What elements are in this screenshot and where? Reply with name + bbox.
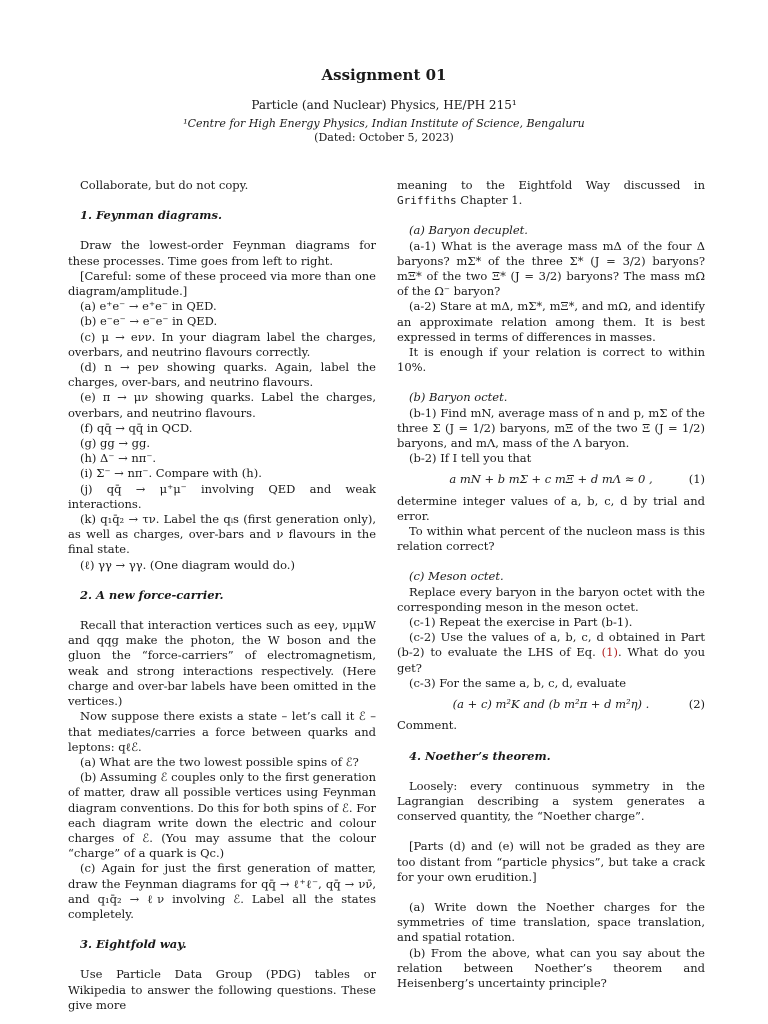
s1-item-j: (j) qq̄ → μ⁺μ⁻ involving QED and weak interactions. — [68, 481, 376, 511]
comment-text: Comment. — [397, 718, 458, 733]
page-title: Assignment 01 — [321, 66, 447, 84]
s1-item-h: (h) Δ⁻ → nπ⁻. — [80, 451, 157, 466]
course-subtitle: Particle (and Nuclear) Physics, HE/PH 215¹ — [251, 98, 517, 112]
q-b1: (b-1) Find mN, average mass of n and p, mΣ of the three Σ (J = 1/2) baryons, mΞ of the two Ξ (J = 1/2) baryons, and mΛ, mass of the Λ baryon. — [397, 405, 705, 451]
equation-2-number: (2) — [688, 697, 705, 712]
equation-1-link[interactable]: (1) — [601, 645, 618, 660]
s1-item-b: (b) e⁻e⁻ → e⁻e⁻ in QED. — [80, 314, 218, 329]
section-2-paragraph-1: Recall that interaction vertices such as eeγ, νμμW and qqg make the photon, the W boson and the gluon the “force-carriers” of electromagnetism, weak and strong interactions respectively. (Here charge and over-bar labels have been omitted in the vertices.) — [68, 618, 376, 709]
s1-item-k: (k) q₁q̄₂ → τν. Label the qᵢs (first generation only), as well as charges, over-bars and ν flavours in the final state. — [68, 512, 376, 557]
section-1-careful: [Careful: some of these proceed via more than one diagram/amplitude.] — [68, 268, 376, 299]
meson-octet-heading: (c) Meson octet. — [409, 569, 504, 584]
s1-item-l: (ℓ) γγ → γγ. (One diagram would do.) — [80, 557, 295, 572]
s2-item-c: (c) Again for just the first generation of matter, draw the Feynman diagrams for qq̄ → ℓ⁺ℓ⁻, qq̄ → νν̄, and q₁q̄₂ → ℓν involving ℰ. Label all the states completely. — [68, 861, 376, 921]
baryon-decuplet-heading: (a) Baryon decuplet. — [409, 223, 528, 238]
section-2-heading: 2. A new force-carrier. — [80, 587, 224, 602]
section-4-paragraph-2: [Parts (d) and (e) will not be graded as they are too distant from “particle physics”, but take a crack for your own erudition.] — [397, 839, 705, 884]
q-c3: (c-3) For the same a, b, c, d, evaluate — [409, 675, 627, 690]
section-3-paragraph: Use Particle Data Group (PDG) tables or Wikipedia to answer the following questions. These give more — [68, 967, 376, 1012]
s1-item-a: (a) e⁺e⁻ → e⁺e⁻ in QED. — [80, 299, 217, 314]
s1-item-c: (c) μ → eνν. In your diagram label the charges, overbars, and neutrino flavours correctly. — [68, 329, 376, 359]
affiliation: ¹Centre for High Energy Physics, Indian Institute of Science, Bengaluru — [183, 117, 585, 130]
equation-2: (a + c) m²K and (b m²π + d m²η) . (2) — [452, 697, 705, 712]
q-c1: (c-1) Repeat the exercise in Part (b-1). — [409, 615, 633, 630]
q-a2: (a-2) Stare at mΔ, mΣ*, mΞ*, and mΩ, and identify an approximate relation among them. It is best expressed in terms of differences in masses. — [397, 299, 705, 344]
q-b4: To within what percent of the nucleon mass is this relation correct? — [397, 524, 705, 554]
q-a3: It is enough if your relation is correct to within 10%. — [397, 345, 705, 375]
section-3-heading: 3. Eightfold way. — [80, 937, 187, 952]
s1-item-f: (f) qq̄ → qq̄ in QCD. — [80, 420, 193, 435]
q-c0: Replace every baryon in the baryon octet with the corresponding meson in the meson octet. — [397, 584, 705, 614]
section-4-heading: 4. Noether’s theorem. — [409, 748, 551, 763]
right-column — [397, 178, 705, 991]
q-a1: (a-1) What is the average mass mΔ of the four Δ baryons? mΣ* of the three Σ* (J = 3/2) baryons? mΞ* of the two Ξ* (J = 3/2) baryons? The mass mΩ of the Ω⁻ baryon? — [397, 238, 705, 299]
griffiths-ref: Griffiths — [397, 194, 457, 208]
section-1-paragraph: Draw the lowest-order Feynman diagrams for these processes. Time goes from left to right. — [68, 238, 376, 268]
s1-item-e: (e) π → μν showing quarks. Label the charges, overbars, and neutrino flavours. — [68, 390, 376, 420]
s4-item-a: (a) Write down the Noether charges for the symmetries of time translation, space translation, and spatial rotation. — [397, 899, 705, 945]
q-b2: (b-2) If I tell you that — [409, 451, 532, 466]
equation-1-number: (1) — [688, 472, 705, 487]
section-4-paragraph-1: Loosely: every continuous symmetry in the Lagrangian describing a system generates a conserved quantity, the “Noether charge”. — [397, 778, 705, 824]
s2-item-b: (b) Assuming ℰ couples only to the first generation of matter, draw all possible vertices using Feynman diagram conventions. Do this for both spins of ℰ. For each diagram write down the electric and colour charges of ℰ. (You may assume that the colour “charge” of a quark is Qc.) — [68, 770, 376, 861]
intro-text: Collaborate, but do not copy. — [80, 178, 249, 192]
s2-item-a: (a) What are the two lowest possible spins of ℰ? — [80, 754, 359, 769]
section-1-heading: 1. Feynman diagrams. — [80, 208, 222, 223]
eightfold-continuation: meaning to the Eightfold Way discussed in Griffiths Chapter 1. — [397, 178, 705, 208]
section-2-paragraph-2: Now suppose there exists a state – let’s call it ℰ – that mediates/carries a force between quarks and leptons: qℓℰ. — [68, 709, 376, 754]
baryon-octet-heading: (b) Baryon octet. — [409, 390, 508, 405]
equation-1: a mN + b mΣ + c mΞ + d mΛ ≈ 0 , (1) — [449, 472, 705, 487]
q-b3: determine integer values of a, b, c, d by trial and error. — [397, 493, 705, 523]
s1-item-i: (i) Σ⁻ → nπ⁻. Compare with (h). — [80, 466, 262, 481]
s1-item-g: (g) gg → gg. — [80, 436, 151, 451]
q-c2: (c-2) Use the values of a, b, c, d obtained in Part (b-2) to evaluate the LHS of Eq. (1). What do you get? — [397, 630, 705, 675]
date-line: (Dated: October 5, 2023) — [314, 131, 454, 144]
s1-item-d: (d) n → peν showing quarks. Again, label the charges, over-bars, and neutrino flavours. — [68, 360, 376, 390]
s4-item-b: (b) From the above, what can you say about the relation between Noether’s theorem and Heisenberg’s uncertainty principle? — [397, 945, 705, 990]
left-column — [68, 178, 376, 1013]
